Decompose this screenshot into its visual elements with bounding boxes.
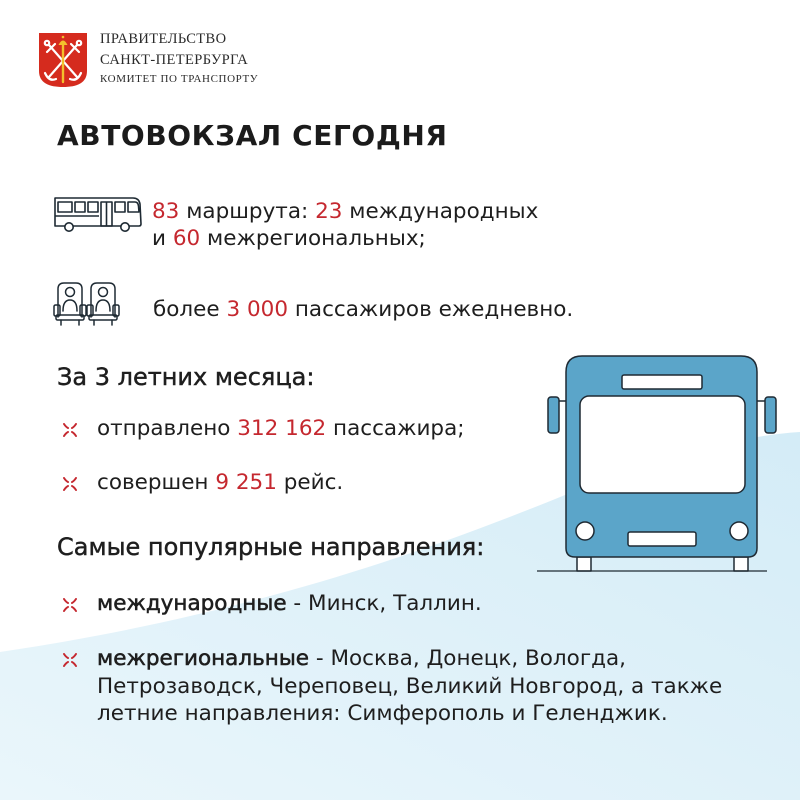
directions-heading: Самые популярные направления:	[57, 533, 485, 561]
summer-heading: За 3 летних месяца:	[57, 363, 315, 391]
bus-right-headlight	[730, 522, 748, 540]
directions-international	[97, 590, 482, 617]
directions-interregional-line: летние направления: Симферополь и Геленджик.	[97, 701, 668, 726]
coat-of-arms-icon	[37, 31, 89, 89]
bus-right-wheel	[734, 557, 748, 571]
page-title: АВТОВОКЗАЛ СЕГОДНЯ	[57, 119, 448, 152]
cross-bullet-icon	[62, 476, 78, 492]
summer-item-passengers	[97, 415, 465, 442]
org-name-line-1: ПРАВИТЕЛЬСТВО	[100, 31, 227, 47]
directions-international-text: - Минск, Таллин.	[293, 591, 482, 616]
routes-conjunction: и	[152, 226, 166, 251]
passengers-line	[153, 296, 573, 323]
bus-side-icon	[53, 194, 143, 234]
summer-item-suffix: пассажира;	[333, 416, 465, 441]
seat-right	[87, 283, 119, 325]
summer-item-value: 9 251	[215, 470, 277, 495]
passengers-prefix: более	[153, 297, 220, 322]
passenger-seats-icon	[53, 281, 121, 327]
routes-line-1	[152, 198, 538, 225]
bus-license-plate	[628, 532, 696, 546]
org-name-line-2: САНКТ-ПЕТЕРБУРГА	[100, 52, 249, 68]
bus-left-mirror	[548, 397, 559, 433]
bus-left-wheel	[577, 557, 591, 571]
directions-interregional-line	[97, 645, 722, 673]
summer-item-value: 312 162	[237, 416, 327, 441]
routes-international-label: международных	[349, 199, 539, 224]
bus-left-headlight	[576, 522, 594, 540]
summer-item-prefix: отправлено	[97, 416, 231, 441]
bus-right-mirror	[765, 397, 776, 433]
cross-bullet-icon	[62, 597, 78, 613]
seat-left	[54, 283, 86, 325]
summer-item-prefix: совершен	[97, 470, 209, 495]
bus-destination-sign	[622, 375, 702, 389]
directions-international-label: международные	[97, 591, 287, 616]
directions-interregional	[97, 645, 722, 728]
cross-bullet-icon	[62, 422, 78, 438]
directions-interregional-label: межрегиональные	[97, 646, 310, 671]
routes-interregional-label: межрегиональных;	[207, 226, 426, 251]
directions-interregional-text: - Москва, Донецк, Вологда,	[315, 646, 626, 671]
cross-bullet-icon	[62, 652, 78, 668]
bus-front-icon	[530, 345, 785, 580]
summer-item-trips	[97, 469, 343, 496]
routes-line-2	[152, 225, 426, 252]
routes-international: 23	[315, 199, 343, 224]
routes-interregional: 60	[172, 226, 201, 251]
bus-windshield	[580, 396, 745, 493]
passengers-count: 3 000	[226, 297, 289, 322]
passengers-suffix: пассажиров ежедневно.	[294, 297, 574, 322]
directions-interregional-line: Петрозаводск, Череповец, Великий Новгород, а также	[97, 673, 723, 699]
org-committee: КОМИТЕТ ПО ТРАНСПОРТУ	[100, 73, 259, 85]
routes-total-label: маршрута:	[186, 199, 309, 224]
routes-total: 83	[152, 199, 180, 224]
summer-item-suffix: рейс.	[283, 470, 344, 495]
